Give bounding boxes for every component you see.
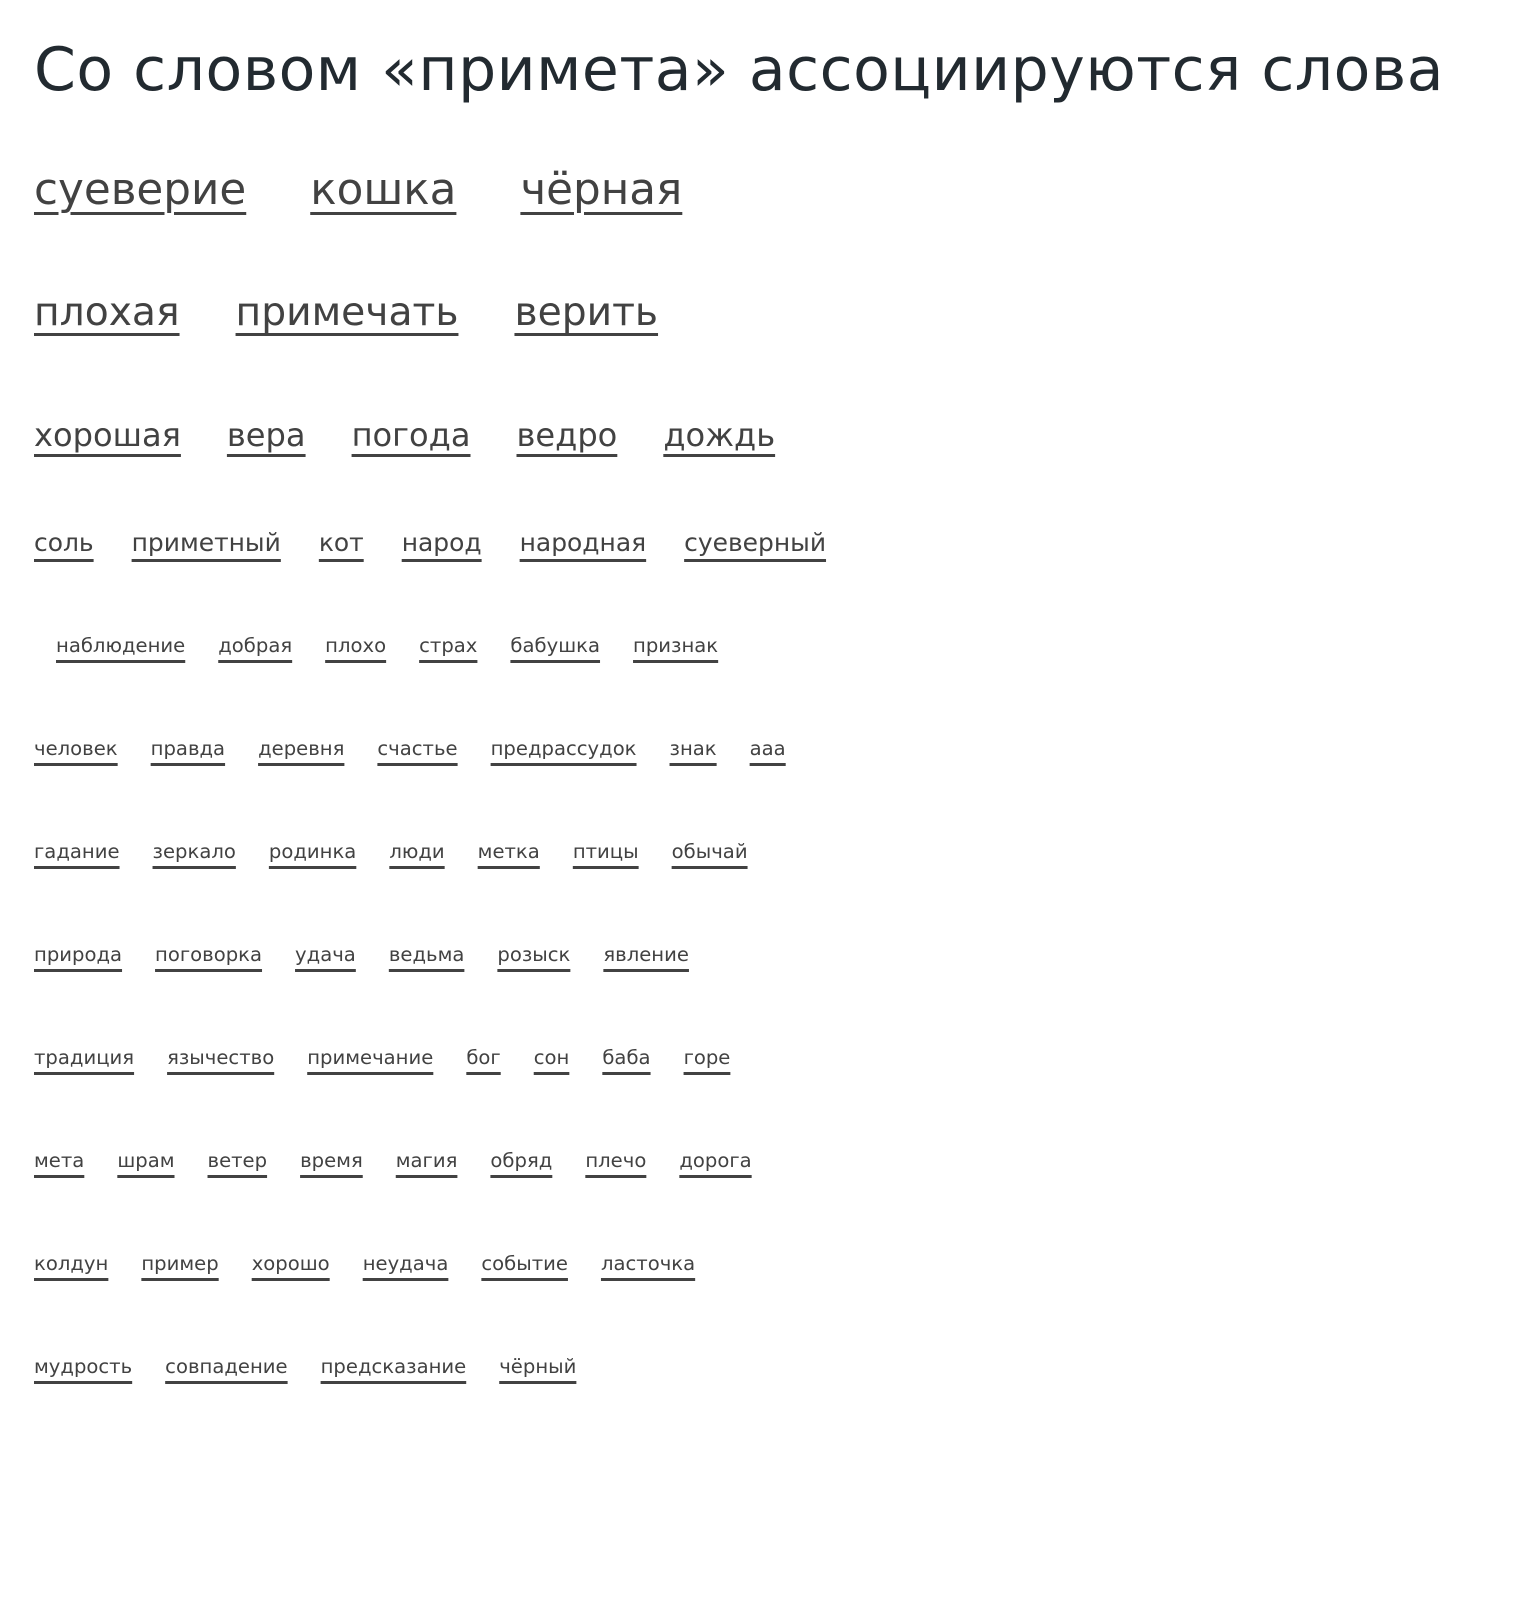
- word-cloud-row: [34, 416, 1528, 528]
- word-link[interactable]: погода: [351, 416, 471, 454]
- word-link[interactable]: предсказание: [320, 1355, 467, 1378]
- word-link[interactable]: суеверный: [684, 528, 827, 557]
- word-link[interactable]: ааа: [749, 737, 786, 760]
- word-link[interactable]: народная: [519, 528, 647, 557]
- word-link[interactable]: ветер: [207, 1149, 268, 1172]
- word-link[interactable]: вера: [226, 416, 306, 454]
- word-cloud-row: [34, 1149, 1528, 1252]
- word-link[interactable]: традиция: [34, 1046, 135, 1069]
- word-link[interactable]: ведьма: [388, 943, 465, 966]
- word-link[interactable]: гадание: [34, 840, 120, 863]
- word-cloud-row: [34, 840, 1528, 943]
- word-link[interactable]: пример: [141, 1252, 219, 1275]
- word-link[interactable]: кошка: [310, 164, 457, 215]
- word-link[interactable]: кот: [318, 528, 364, 557]
- word-cloud-row: [34, 1355, 1528, 1458]
- word-link[interactable]: сон: [533, 1046, 570, 1069]
- word-link[interactable]: мета: [34, 1149, 85, 1172]
- word-cloud-row: [34, 943, 1528, 1046]
- word-link[interactable]: шрам: [117, 1149, 175, 1172]
- word-link[interactable]: примечать: [235, 290, 459, 335]
- word-link[interactable]: горе: [683, 1046, 731, 1069]
- word-cloud-row: [34, 1252, 1528, 1355]
- word-link[interactable]: явление: [603, 943, 689, 966]
- word-link[interactable]: язычество: [167, 1046, 275, 1069]
- word-link[interactable]: приметный: [131, 528, 281, 557]
- word-link[interactable]: хорошая: [34, 416, 181, 454]
- word-link[interactable]: наблюдение: [56, 634, 186, 657]
- word-link[interactable]: бабушка: [510, 634, 601, 657]
- word-cloud-row: [34, 164, 1528, 290]
- word-link[interactable]: деревня: [258, 737, 345, 760]
- word-link[interactable]: родинка: [268, 840, 357, 863]
- word-link[interactable]: дождь: [663, 416, 776, 454]
- word-link[interactable]: соль: [34, 528, 94, 557]
- word-link[interactable]: дорога: [679, 1149, 752, 1172]
- word-cloud-row: [34, 634, 1528, 737]
- word-link[interactable]: плечо: [585, 1149, 647, 1172]
- word-link[interactable]: люди: [389, 840, 445, 863]
- association-page: [0, 28, 1528, 1458]
- word-link[interactable]: человек: [34, 737, 118, 760]
- word-cloud-row: [34, 1046, 1528, 1149]
- word-link[interactable]: добрая: [218, 634, 293, 657]
- word-link[interactable]: признак: [633, 634, 719, 657]
- word-cloud: [34, 164, 1528, 1458]
- word-link[interactable]: плохая: [34, 290, 180, 335]
- word-link[interactable]: счастье: [377, 737, 458, 760]
- word-cloud-row: [34, 528, 1528, 634]
- word-link[interactable]: обряд: [490, 1149, 553, 1172]
- word-link[interactable]: природа: [34, 943, 123, 966]
- word-link[interactable]: суеверие: [34, 164, 247, 215]
- word-link[interactable]: время: [300, 1149, 363, 1172]
- word-link[interactable]: хорошо: [251, 1252, 330, 1275]
- word-link[interactable]: ведро: [516, 416, 618, 454]
- word-link[interactable]: обычай: [671, 840, 748, 863]
- word-link[interactable]: ласточка: [600, 1252, 696, 1275]
- word-link[interactable]: зеркало: [152, 840, 236, 863]
- word-link[interactable]: чёрный: [499, 1355, 577, 1378]
- word-link[interactable]: народ: [401, 528, 482, 557]
- word-link[interactable]: предрассудок: [490, 737, 637, 760]
- word-link[interactable]: розыск: [497, 943, 571, 966]
- word-link[interactable]: метка: [477, 840, 540, 863]
- word-link[interactable]: поговорка: [155, 943, 263, 966]
- word-link[interactable]: баба: [602, 1046, 651, 1069]
- word-link[interactable]: знак: [669, 737, 717, 760]
- page-title: Со словом «примета» ассоциируются слова: [34, 35, 1444, 105]
- word-link[interactable]: примечание: [307, 1046, 434, 1069]
- word-link[interactable]: неудача: [362, 1252, 449, 1275]
- word-link[interactable]: удача: [295, 943, 356, 966]
- word-link[interactable]: совпадение: [165, 1355, 288, 1378]
- word-link[interactable]: страх: [419, 634, 478, 657]
- word-cloud-row: [34, 737, 1528, 840]
- word-link[interactable]: бог: [466, 1046, 501, 1069]
- word-link[interactable]: мудрость: [34, 1355, 133, 1378]
- word-link[interactable]: чёрная: [520, 164, 683, 215]
- word-link[interactable]: птицы: [572, 840, 639, 863]
- word-cloud-row: [34, 290, 1528, 416]
- word-link[interactable]: верить: [514, 290, 659, 335]
- word-link[interactable]: плохо: [325, 634, 387, 657]
- word-link[interactable]: правда: [150, 737, 226, 760]
- word-link[interactable]: колдун: [34, 1252, 109, 1275]
- word-link[interactable]: событие: [481, 1252, 568, 1275]
- word-link[interactable]: магия: [395, 1149, 458, 1172]
